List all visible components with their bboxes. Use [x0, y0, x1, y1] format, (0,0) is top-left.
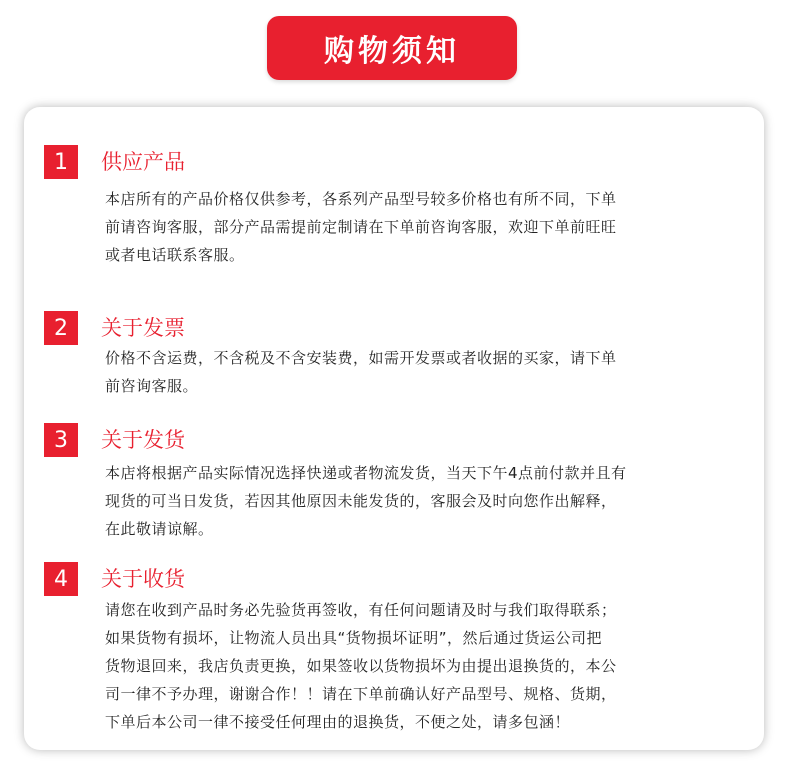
- body-line: 前咨询客服。: [105, 377, 199, 395]
- body-line: 请您在收到产品时务必先验货再签收，有任何问题请及时与我们取得联系；: [105, 601, 617, 619]
- body-line: 前请咨询客服，部分产品需提前定制请在下单前咨询客服，欢迎下单前旺旺: [105, 218, 617, 236]
- body-line: 货物退回来，我店负责更换，如果签收以货物损坏为由提出退换货的，本公: [105, 657, 617, 675]
- page-title-banner: [267, 16, 517, 80]
- body-line: 本店所有的产品价格仅供参考，各系列产品型号较多价格也有所不同，下单: [105, 190, 617, 208]
- section-body: [105, 459, 745, 543]
- section-heading: 供应产品: [101, 150, 185, 174]
- body-line: 现货的可当日发货，若因其他原因未能发货的，客服会及时向您作出解释，: [105, 492, 617, 510]
- section-body: [105, 185, 745, 269]
- page-title: 购物须知: [324, 34, 460, 69]
- section-body: [105, 344, 745, 400]
- section-number: 2: [44, 311, 78, 345]
- body-line: 本店将根据产品实际情况选择快递或者物流发货，当天下午4点前付款并且有: [105, 464, 627, 482]
- body-line: 如果货物有损坏，让物流人员出具“货物损坏证明”，然后通过货运公司把: [105, 629, 603, 647]
- body-line: 价格不含运费，不含税及不含安装费，如需开发票或者收据的买家，请下单: [105, 349, 617, 367]
- section-heading: 关于发货: [101, 428, 185, 452]
- section-number: 4: [44, 562, 78, 596]
- body-line: 下单后本公司一律不接受任何理由的退换货，不便之处，请多包涵！: [105, 713, 571, 731]
- body-line: 在此敬请谅解。: [105, 520, 214, 538]
- section-heading: 关于收货: [101, 567, 185, 591]
- notice-card: [24, 107, 764, 750]
- section-number: 1: [44, 145, 78, 179]
- section-body: [105, 596, 745, 736]
- body-line: 或者电话联系客服。: [105, 246, 245, 264]
- section-heading: 关于发票: [101, 316, 185, 340]
- section-number: 3: [44, 423, 78, 457]
- body-line: 司一律不予办理，谢谢合作！！请在下单前确认好产品型号、规格、货期，: [105, 685, 617, 703]
